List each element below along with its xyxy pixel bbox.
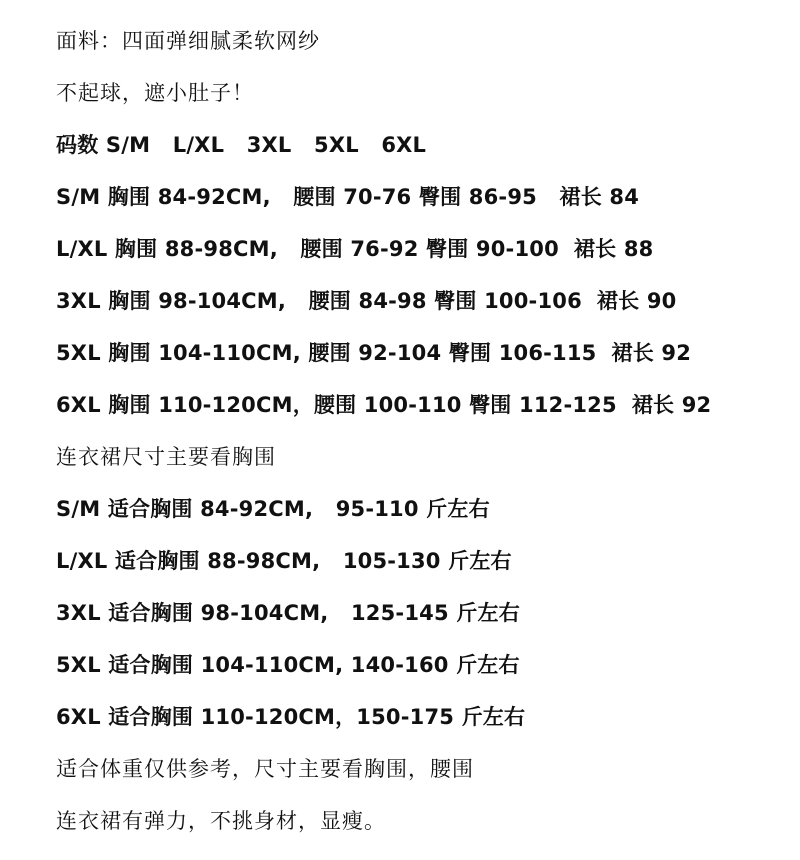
- size-row-3xl: 3XL 胸围 98-104CM, 腰围 84-98 臀围 100-106 裙长 90: [56, 289, 677, 313]
- fit-row-3xl: 3XL 适合胸围 98-104CM, 125-145 斤左右: [56, 601, 520, 625]
- size-row-sm: S/M 胸围 84-92CM, 腰围 70-76 臀围 86-95 裙长 84: [56, 185, 640, 209]
- fit-row-lxl: L/XL 适合胸围 88-98CM, 105-130 斤左右: [56, 549, 512, 573]
- fit-row-6xl: 6XL 适合胸围 110-120CM，150-175 斤左右: [56, 705, 526, 729]
- fabric-line: 面料：四面弹细腻柔软网纱: [56, 29, 320, 53]
- size-row-lxl: L/XL 胸围 88-98CM, 腰围 76-92 臀围 90-100 裙长 88: [56, 237, 654, 261]
- size-row-5xl: 5XL 胸围 104-110CM, 腰围 92-104 臀围 106-115 裙长 92: [56, 341, 692, 365]
- sizes-line: 码数 S/M L/XL 3XL 5XL 6XL: [56, 133, 427, 157]
- weight-note-line: 适合体重仅供参考，尺寸主要看胸围，腰围: [56, 757, 474, 781]
- fit-row-sm: S/M 适合胸围 84-92CM, 95-110 斤左右: [56, 497, 490, 521]
- size-row-6xl: 6XL 胸围 110-120CM，腰围 100-110 臀围 112-125 裙长 92: [56, 393, 712, 417]
- feature-line: 不起球，遮小肚子！: [56, 81, 254, 105]
- bust-note-line: 连衣裙尺寸主要看胸围: [56, 445, 276, 469]
- stretch-note-line: 连衣裙有弹力，不挑身材，显瘦。: [56, 809, 386, 833]
- fit-row-5xl: 5XL 适合胸围 104-110CM, 140-160 斤左右: [56, 653, 520, 677]
